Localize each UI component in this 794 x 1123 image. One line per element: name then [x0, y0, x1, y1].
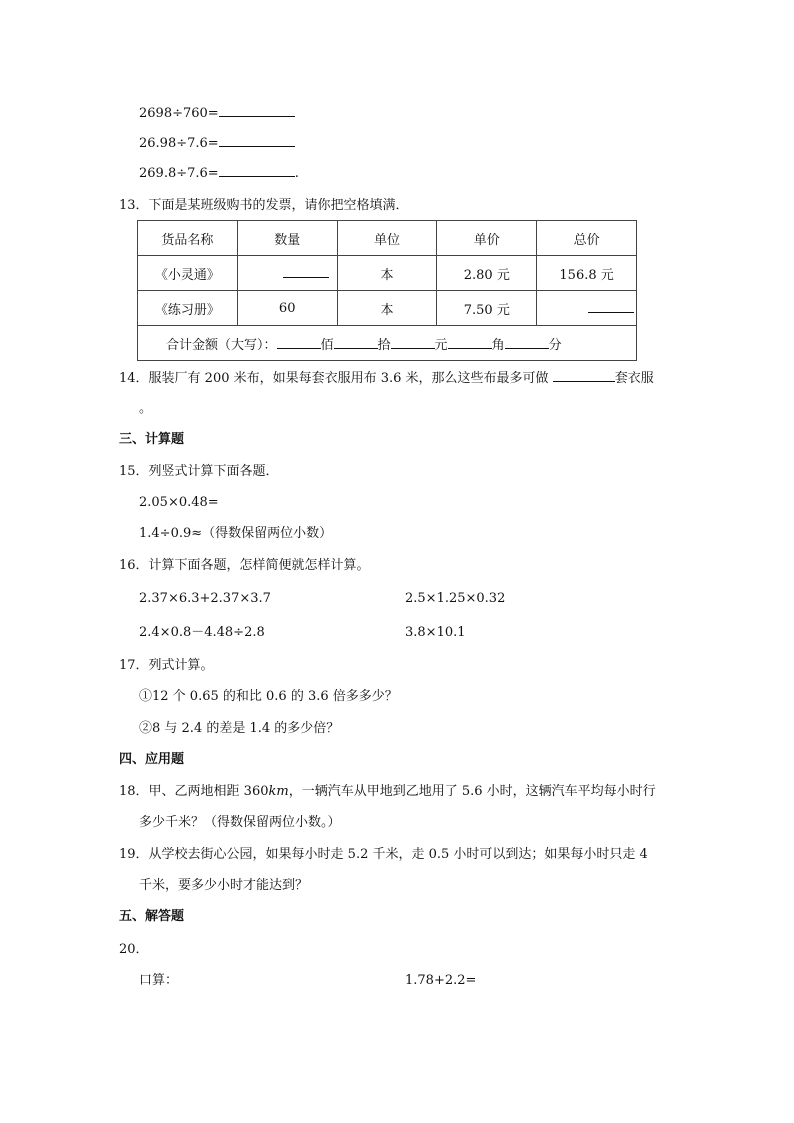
- q17-prompt: 17．列式计算。: [119, 658, 214, 673]
- invoice-row: [138, 291, 637, 326]
- header-cell: 货品名称: [138, 221, 238, 256]
- q16-item-2: 2.5×1.25×0.32: [405, 591, 506, 606]
- q12-expr-3: 269.8÷7.6=: [139, 166, 219, 181]
- item-name: 《练习册》: [138, 291, 238, 326]
- invoice-table: [137, 220, 637, 361]
- q20-number: 20．: [119, 942, 149, 957]
- q19-line-1: 19．从学校去街心公园，如果每小时走 5.2 千米，走 0.5 小时可以到达；如果每小时只走 4: [119, 847, 648, 862]
- total-label: 合计金额（大写）：: [166, 337, 277, 353]
- unit-label: 元: [434, 337, 448, 353]
- answer-blank[interactable]: [283, 265, 329, 278]
- answer-blank[interactable]: [588, 300, 634, 313]
- total-cell: [537, 291, 637, 326]
- unit-label: 佰: [320, 337, 334, 353]
- section-heading: 五、解答题: [119, 909, 185, 924]
- header-cell: 总价: [537, 221, 637, 256]
- section-heading: 四、应用题: [119, 752, 185, 767]
- q16-item-4: 3.8×10.1: [405, 625, 466, 640]
- q16-item-1: 2.37×6.3+2.37×3.7: [139, 591, 271, 606]
- q14-text: 14．服装厂有 200 米布，如果每套衣服用布 3.6 米，那么这些布最多可做: [119, 371, 549, 386]
- q18-text-a: 18．甲、乙两地相距 360: [119, 784, 269, 799]
- q16-prompt: 16．计算下面各题，怎样简便就怎样计算。: [119, 558, 370, 573]
- total-amount-cell: [138, 326, 637, 361]
- answer-blank[interactable]: [219, 104, 295, 117]
- q14-line-2: 。: [139, 401, 153, 416]
- q17-item-2: ②8 与 2.4 的差是 1.4 的多少倍？: [139, 721, 340, 736]
- answer-blank[interactable]: [219, 164, 295, 177]
- invoice-total-row: [138, 326, 637, 361]
- header-cell: 数量: [237, 221, 337, 256]
- q18-text-b: ，一辆汽车从甲地到乙地用了 5.6 小时，这辆汽车平均每小时行: [288, 784, 656, 799]
- invoice-row: [138, 256, 637, 291]
- answer-blank[interactable]: [219, 134, 295, 147]
- unit-label: 分: [548, 337, 562, 353]
- q17-item-1: ①12 个 0.65 的和比 0.6 的 3.6 倍多多少？: [139, 689, 398, 704]
- price-cell: 2.80 元: [437, 256, 537, 291]
- q13-prompt: 13．下面是某班级购书的发票，请你把空格填满．: [119, 198, 409, 213]
- answer-blank[interactable]: [553, 369, 615, 382]
- q18-unit: km: [268, 784, 289, 799]
- unit-label: 角: [491, 337, 505, 353]
- qty-cell: 60: [237, 291, 337, 326]
- answer-blank[interactable]: [448, 336, 492, 349]
- q20-label: 口算：: [139, 973, 179, 988]
- header-cell: 单位: [337, 221, 437, 256]
- answer-blank[interactable]: [391, 336, 435, 349]
- unit-label: 拾: [377, 337, 391, 353]
- section-heading: 三、计算题: [119, 432, 185, 447]
- price-cell: 7.50 元: [437, 291, 537, 326]
- q12-line-1: [139, 104, 295, 123]
- q12-expr-1: 2698÷760=: [139, 106, 219, 121]
- q12-line-2: [139, 134, 295, 153]
- q14-line-1: [119, 369, 654, 388]
- q18-line-2: 多少千米？（得数保留两位小数。）: [139, 815, 341, 830]
- q12-period: .: [294, 166, 299, 181]
- q20-item-1: 1.78+2.2=: [405, 973, 477, 988]
- q14-after: 套衣服: [614, 371, 654, 386]
- answer-blank[interactable]: [277, 336, 321, 349]
- q12-line-3: [139, 164, 299, 183]
- answer-blank[interactable]: [334, 336, 378, 349]
- q18-line-1: [119, 783, 656, 801]
- q15-prompt: 15．列竖式计算下面各题．: [119, 464, 279, 479]
- q16-item-3: 2.4×0.8－4.48÷2.8: [139, 625, 265, 640]
- answer-blank[interactable]: [505, 336, 549, 349]
- q19-line-2: 千米，要多少小时才能达到？: [139, 878, 309, 893]
- total-cell: 156.8 元: [537, 256, 637, 291]
- q15-item-2: 1.4÷0.9≈（得数保留两位小数）: [139, 526, 333, 541]
- unit-cell: 本: [337, 256, 437, 291]
- q15-item-1: 2.05×0.48=: [139, 495, 219, 510]
- unit-cell: 本: [337, 291, 437, 326]
- header-cell: 单价: [437, 221, 537, 256]
- qty-cell: [237, 256, 337, 291]
- invoice-header-row: [138, 221, 637, 256]
- item-name: 《小灵通》: [138, 256, 238, 291]
- q12-expr-2: 26.98÷7.6=: [139, 136, 219, 151]
